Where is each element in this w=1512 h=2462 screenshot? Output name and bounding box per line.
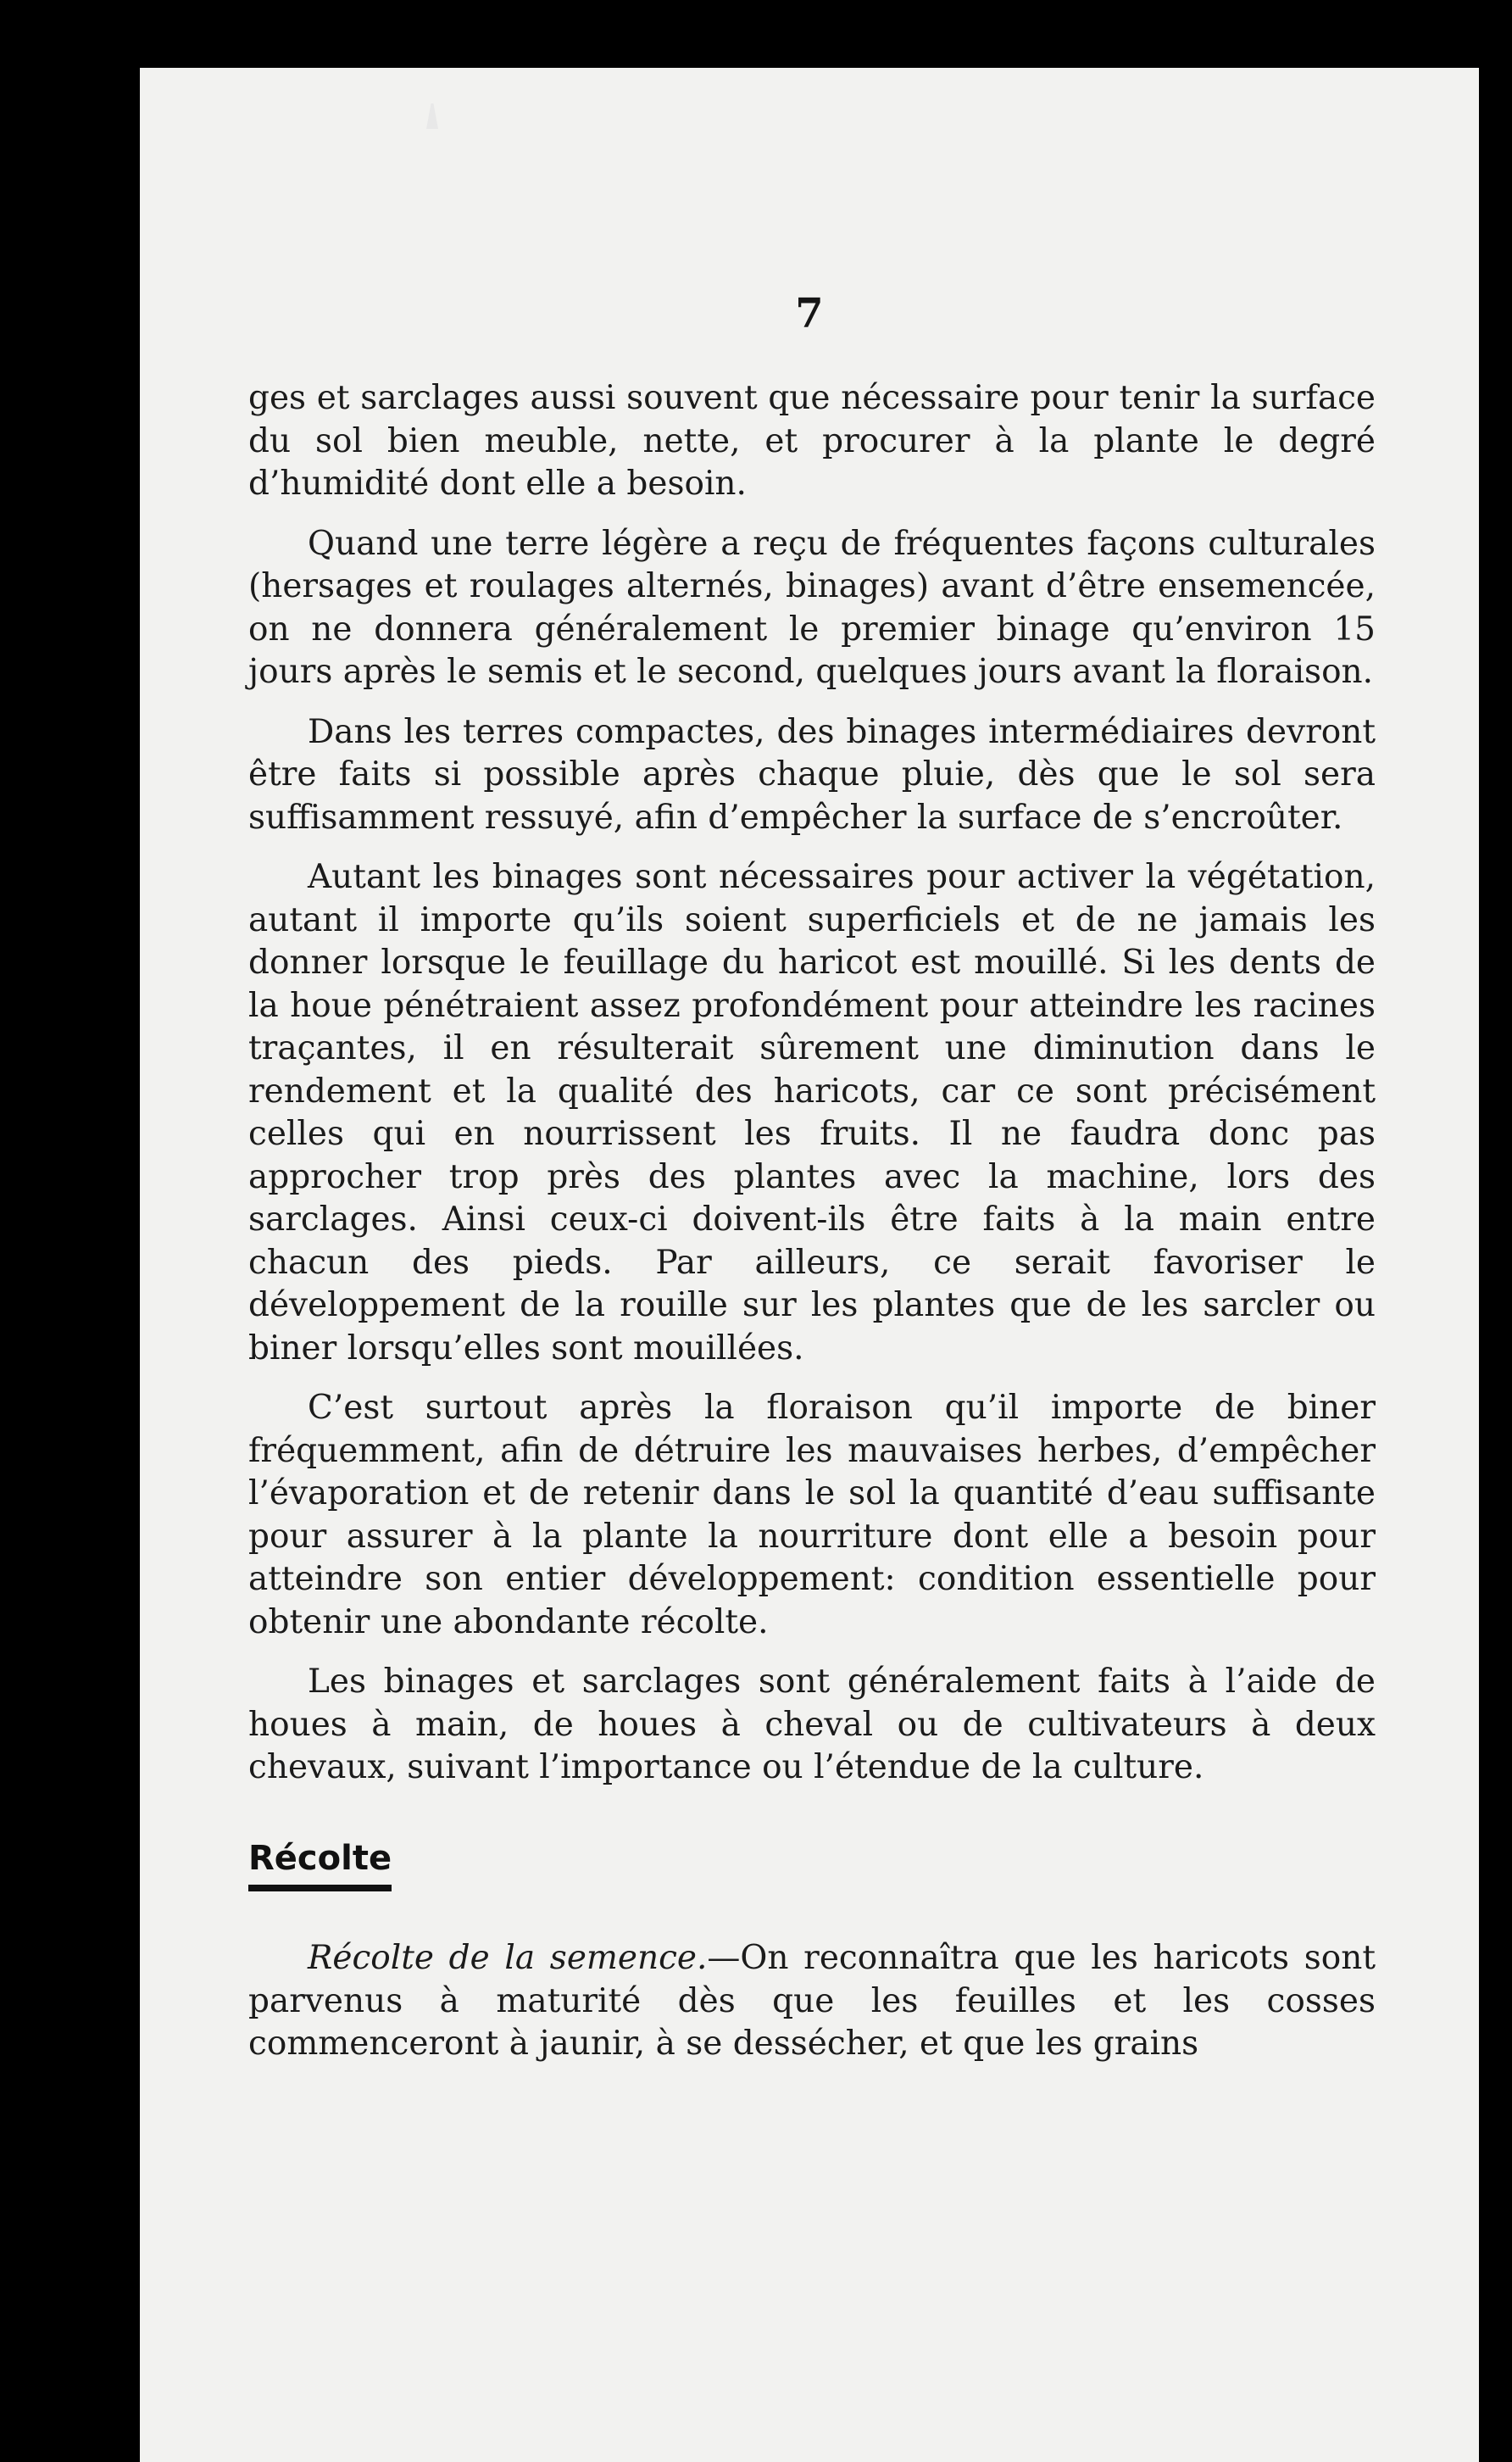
paragraph: Les binages et sarclages sont généralement faits à l’aide de houes à main, de houes à cheval ou de cultivateurs à deux chevaux, suivant l’importance ou l’étendue de la culture.	[248, 1663, 1376, 1786]
paragraph: C’est surtout après la floraison qu’il importe de biner fréquemment, afin de détruire les mauvaises herbes, d’empêcher l’évaporation et de retenir dans le sol la quantité d’eau suffisante pour assurer à la plante la nourriture dont elle a besoin pour atteindre son entier développement: condition essentielle pour obtenir une abondante récolte.	[248, 1389, 1376, 1641]
paragraph-text: —On reconnaîtra que les haricots sont parvenus à maturité dès que les feuilles et les cosses commenceront à jaunir, à se dessécher, et que les grains	[248, 1939, 1376, 2063]
scan-artifact	[426, 103, 438, 129]
paragraph: Dans les terres compactes, des binages intermédiaires devront être faits si possible après chaque pluie, dès que le sol sera suffisamment ressuyé, afin d’empêcher la surface de s’encroûter.	[248, 712, 1376, 837]
body-text	[248, 377, 1376, 2066]
paragraph: ges et sarclages aussi souvent que nécessaire pour tenir la surface du sol bien meuble, nette, et procurer à la plante le degré d’humidité dont elle a besoin.	[248, 379, 1376, 503]
final-paragraph	[248, 1937, 1376, 2066]
paragraph: Autant les binages sont nécessaires pour activer la végétation, autant il importe qu’ils soient superficiels et de ne jamais les donner lorsque le feuillage du haricot est mouillé. Si les dents de la houe pénétraient assez profondément pour atteindre les racines traçantes, il en résulterait sûrement une diminution dans le rendement et la qualité des haricots, car ce sont précisément celles qui en nourrissent les fruits. Il ne faudra donc pas approcher trop près des plantes avec la machine, lors des sarclages. Ainsi ceux-ci doivent-ils être faits à la main entre chacun des pieds. Par ailleurs, ce serait favoriser le développement de la rouille sur les plantes que de les sarcler ou biner lorsqu’elles sont mouillées.	[248, 858, 1376, 1367]
paragraph: Quand une terre légère a reçu de fréquentes façons culturales (hersages et roulages alternés, binages) avant d’être ensemencée, on ne donnera généralement le premier binage qu’environ 15 jours après le semis et le second, quelques jours avant la floraison.	[248, 524, 1376, 691]
page-number: 7	[795, 290, 824, 337]
paragraph-lead: Récolte de la semence.	[308, 1939, 708, 1977]
section-heading: Récolte	[248, 1837, 392, 1892]
document-page	[140, 68, 1479, 2462]
